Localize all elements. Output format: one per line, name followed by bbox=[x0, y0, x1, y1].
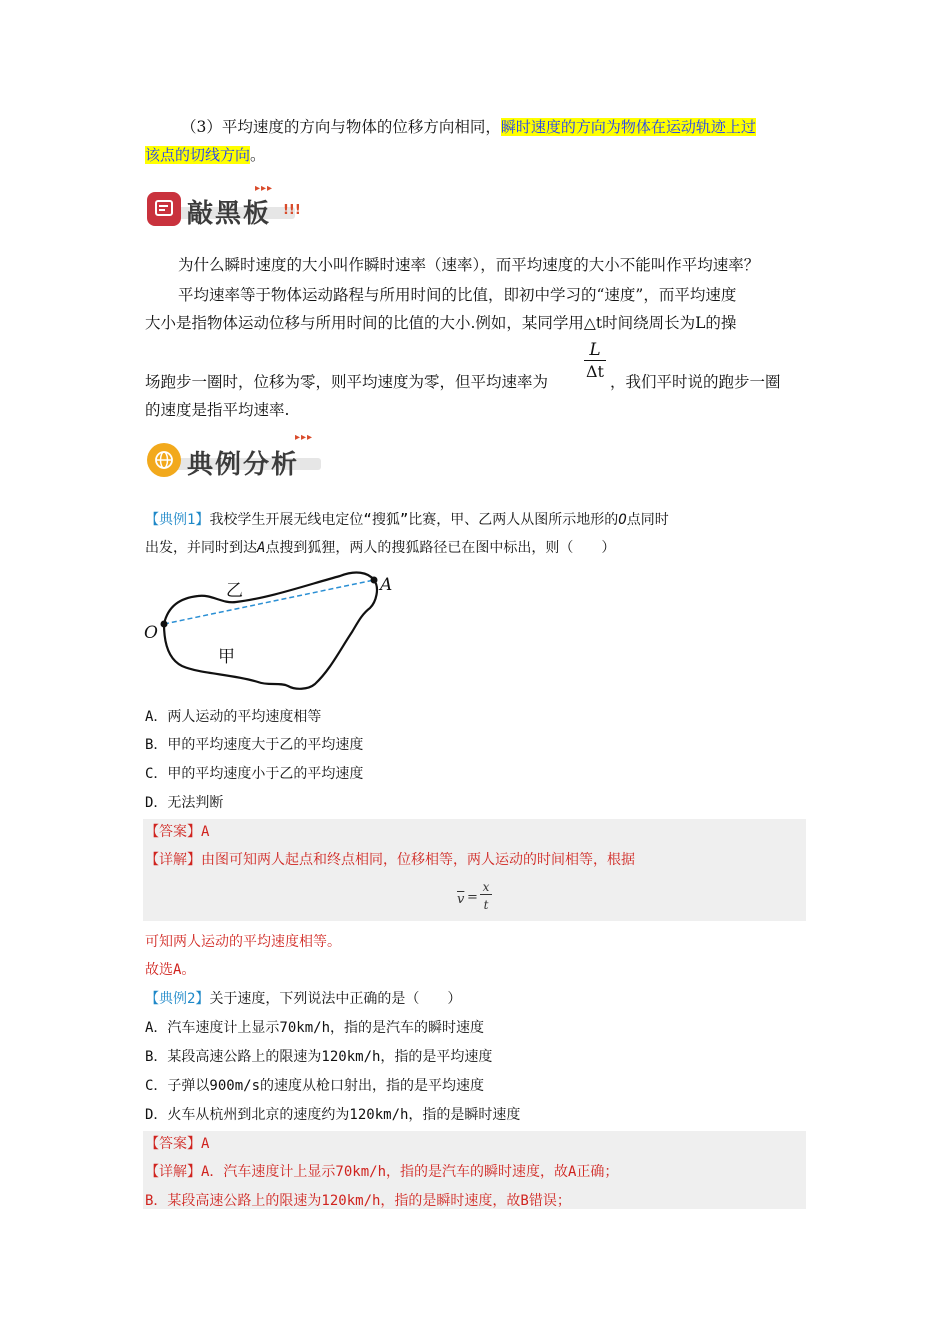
section3-lead: （3）平均速度的方向与物体的位移方向相同， bbox=[181, 118, 501, 136]
example2-stem bbox=[145, 988, 461, 1010]
banner-arrows: ▸▸▸ bbox=[255, 183, 274, 194]
banner-title-examples: 典例分析 bbox=[187, 450, 300, 480]
banner-arrows: ▸▸▸ bbox=[295, 432, 314, 443]
example1-answer bbox=[145, 821, 209, 843]
section3-tail: 。 bbox=[250, 146, 266, 164]
point-a-dot bbox=[371, 577, 378, 584]
example1-conclusion: 可知两人运动的平均速度相等。 bbox=[145, 934, 341, 950]
label-jia: 甲 bbox=[218, 647, 235, 667]
formula-v-x-over-t bbox=[454, 878, 502, 916]
example1-stem-2a: 出发，并同时到达 bbox=[145, 540, 257, 556]
example1-tag: 【典例1】 bbox=[145, 512, 210, 528]
point-a-text: A bbox=[257, 540, 266, 556]
example1-stem-line1 bbox=[145, 509, 669, 531]
answer-value: A bbox=[201, 824, 210, 840]
detail-tag: 【详解】 bbox=[145, 852, 201, 868]
section3-line2 bbox=[145, 144, 266, 166]
example1-detail bbox=[145, 849, 635, 871]
path-yi-and-jia bbox=[164, 573, 377, 689]
example2-detail-2: B．某段高速公路上的限速为120km/h，指的是瞬时速度，故B错误； bbox=[145, 1193, 571, 1209]
example-banner bbox=[145, 432, 325, 480]
example1-stem-1b: 点同时 bbox=[626, 512, 669, 528]
example1-option-a: A．两人运动的平均速度相等 bbox=[145, 709, 322, 725]
board-icon bbox=[147, 192, 181, 226]
example2-option-c: C．子弹以900m/s的速度从枪口射出，指的是平均速度 bbox=[145, 1078, 484, 1094]
answer-tag: 【答案】 bbox=[145, 1136, 201, 1152]
example2-answer bbox=[145, 1133, 209, 1155]
detail-tag: 【详解】 bbox=[145, 1164, 201, 1180]
formula-numerator: x bbox=[480, 880, 492, 895]
example2-option-a: A．汽车速度计上显示70km/h，指的是汽车的瞬时速度 bbox=[145, 1020, 484, 1036]
formula-equals: = bbox=[467, 890, 478, 905]
label-a: A bbox=[380, 575, 393, 595]
example1-stem-2b: 点搜到狐狸，两人的搜狐路径已在图中标出，则（ ） bbox=[265, 540, 616, 556]
banner-title-blackboard: 敲黑板 bbox=[187, 199, 272, 229]
answer-value: A bbox=[201, 1136, 210, 1152]
example2-option-d: D．火车从杭州到北京的速度约为120km/h，指的是瞬时速度 bbox=[145, 1107, 521, 1123]
formula-v: $\overline{v}$ bbox=[457, 892, 465, 907]
example1-option-b: B．甲的平均速度大于乙的平均速度 bbox=[145, 737, 364, 753]
point-o-dot bbox=[161, 621, 168, 628]
exclamation-marks: !!! bbox=[283, 203, 301, 218]
label-o: O bbox=[144, 623, 158, 643]
example2-detail-1 bbox=[145, 1161, 618, 1183]
example1-option-c: C．甲的平均速度小于乙的平均速度 bbox=[145, 766, 364, 782]
blackboard-line4-a: 场跑步一圈时，位移为零，则平均速度为零，但平均速率为 bbox=[145, 373, 549, 391]
blackboard-question: 为什么瞬时速度的大小叫作瞬时速率（速率），而平均速度的大小不能叫作平均速率？ bbox=[178, 256, 760, 274]
example2-stem-text: 关于速度，下列说法中正确的是（ ） bbox=[209, 991, 462, 1007]
blackboard-line3: 大小是指物体运动位移与所用时间的比值的大小.例如，某同学用△t时间绕周长为L的操 bbox=[145, 314, 737, 332]
point-o-text: O bbox=[618, 512, 627, 528]
detail-text: 由图可知两人起点和终点相同，位移相等，两人运动的时间相等，根据 bbox=[201, 852, 635, 868]
blackboard-line2: 平均速率等于物体运动路程与所用时间的比值，即初中学习的“速度”，而平均速度 bbox=[178, 286, 737, 304]
example1-stem-line2 bbox=[145, 537, 615, 559]
highlight-text-1: 瞬时速度的方向为物体在运动轨迹上过 bbox=[500, 118, 756, 136]
section3-line1 bbox=[181, 116, 756, 138]
formula-denominator: t bbox=[483, 898, 489, 912]
example2-tag: 【典例2】 bbox=[145, 991, 210, 1007]
example1-choice: 故选A。 bbox=[145, 962, 196, 978]
fraction-numerator: L bbox=[584, 340, 606, 361]
fraction-denominator: Δt bbox=[586, 362, 604, 381]
blackboard-banner bbox=[145, 183, 305, 229]
blackboard-line4-b: ，我们平时说的跑步一圈 bbox=[610, 373, 781, 391]
blackboard-line5: 的速度是指平均速率. bbox=[145, 401, 290, 419]
example2-option-b: B．某段高速公路上的限速为120km/h，指的是平均速度 bbox=[145, 1049, 493, 1065]
fraction-L-over-dt bbox=[584, 340, 606, 383]
label-yi: 乙 bbox=[226, 581, 243, 601]
example1-stem-1a: 我校学生开展无线电定位“搜狐”比赛，甲、乙两人从图所示地形的 bbox=[209, 512, 619, 528]
globe-icon bbox=[147, 443, 181, 477]
detail-text-1: A．汽车速度计上显示70km/h，指的是汽车的瞬时速度，故A正确； bbox=[201, 1164, 619, 1180]
displacement-line bbox=[164, 580, 374, 624]
terrain-figure bbox=[140, 566, 400, 696]
example1-option-d: D．无法判断 bbox=[145, 795, 224, 811]
highlight-text-2: 该点的切线方向 bbox=[145, 146, 251, 164]
answer-tag: 【答案】 bbox=[145, 824, 201, 840]
